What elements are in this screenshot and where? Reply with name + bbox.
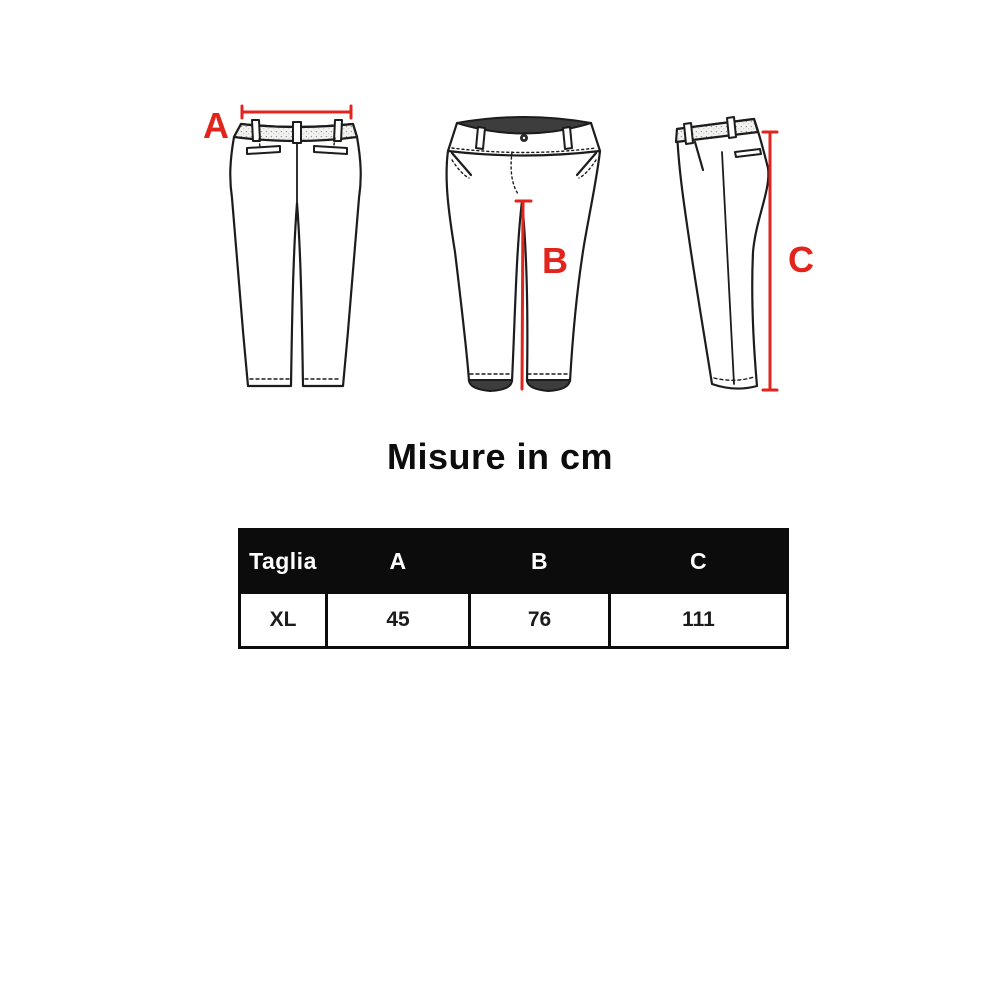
size-table-cell-a: 45 bbox=[327, 593, 470, 648]
hem-opening-left bbox=[469, 380, 512, 391]
waist-button-hole bbox=[523, 137, 525, 139]
size-table-header-row bbox=[240, 530, 788, 593]
size-table-row-xl bbox=[240, 593, 788, 648]
measure-label-b: B bbox=[542, 240, 568, 281]
belt-loop bbox=[727, 117, 736, 138]
measure-label-c: C bbox=[788, 239, 814, 280]
size-table bbox=[238, 528, 789, 649]
belt-loop bbox=[293, 122, 301, 143]
hem-opening-right bbox=[527, 380, 570, 391]
belt-loop bbox=[252, 120, 260, 141]
waistband-edge bbox=[448, 123, 457, 151]
pants-side-view bbox=[676, 117, 768, 389]
belt-loop bbox=[563, 127, 572, 149]
size-table-header-b: B bbox=[470, 530, 610, 593]
belt-loop bbox=[476, 127, 485, 149]
size-table-cell-taglia: XL bbox=[240, 593, 327, 648]
pants-diagrams bbox=[0, 0, 1000, 430]
measure-line-b bbox=[522, 203, 523, 389]
size-table-header-c: C bbox=[610, 530, 788, 593]
page-title: Misure in cm bbox=[386, 436, 614, 477]
measure-label-a: A bbox=[203, 105, 229, 146]
waistband-edge bbox=[591, 123, 600, 151]
waistband-stitch bbox=[452, 148, 596, 153]
size-table-header-a: A bbox=[327, 530, 470, 593]
pants-back-view bbox=[230, 120, 360, 386]
belt-loop bbox=[684, 123, 693, 144]
back-pocket-left bbox=[247, 146, 280, 154]
size-table-cell-b: 76 bbox=[470, 593, 610, 648]
size-table-header-taglia: Taglia bbox=[240, 530, 327, 593]
pants-back-outline bbox=[230, 124, 360, 386]
size-table-cell-c: 111 bbox=[610, 593, 788, 648]
back-pocket-right bbox=[314, 146, 347, 154]
